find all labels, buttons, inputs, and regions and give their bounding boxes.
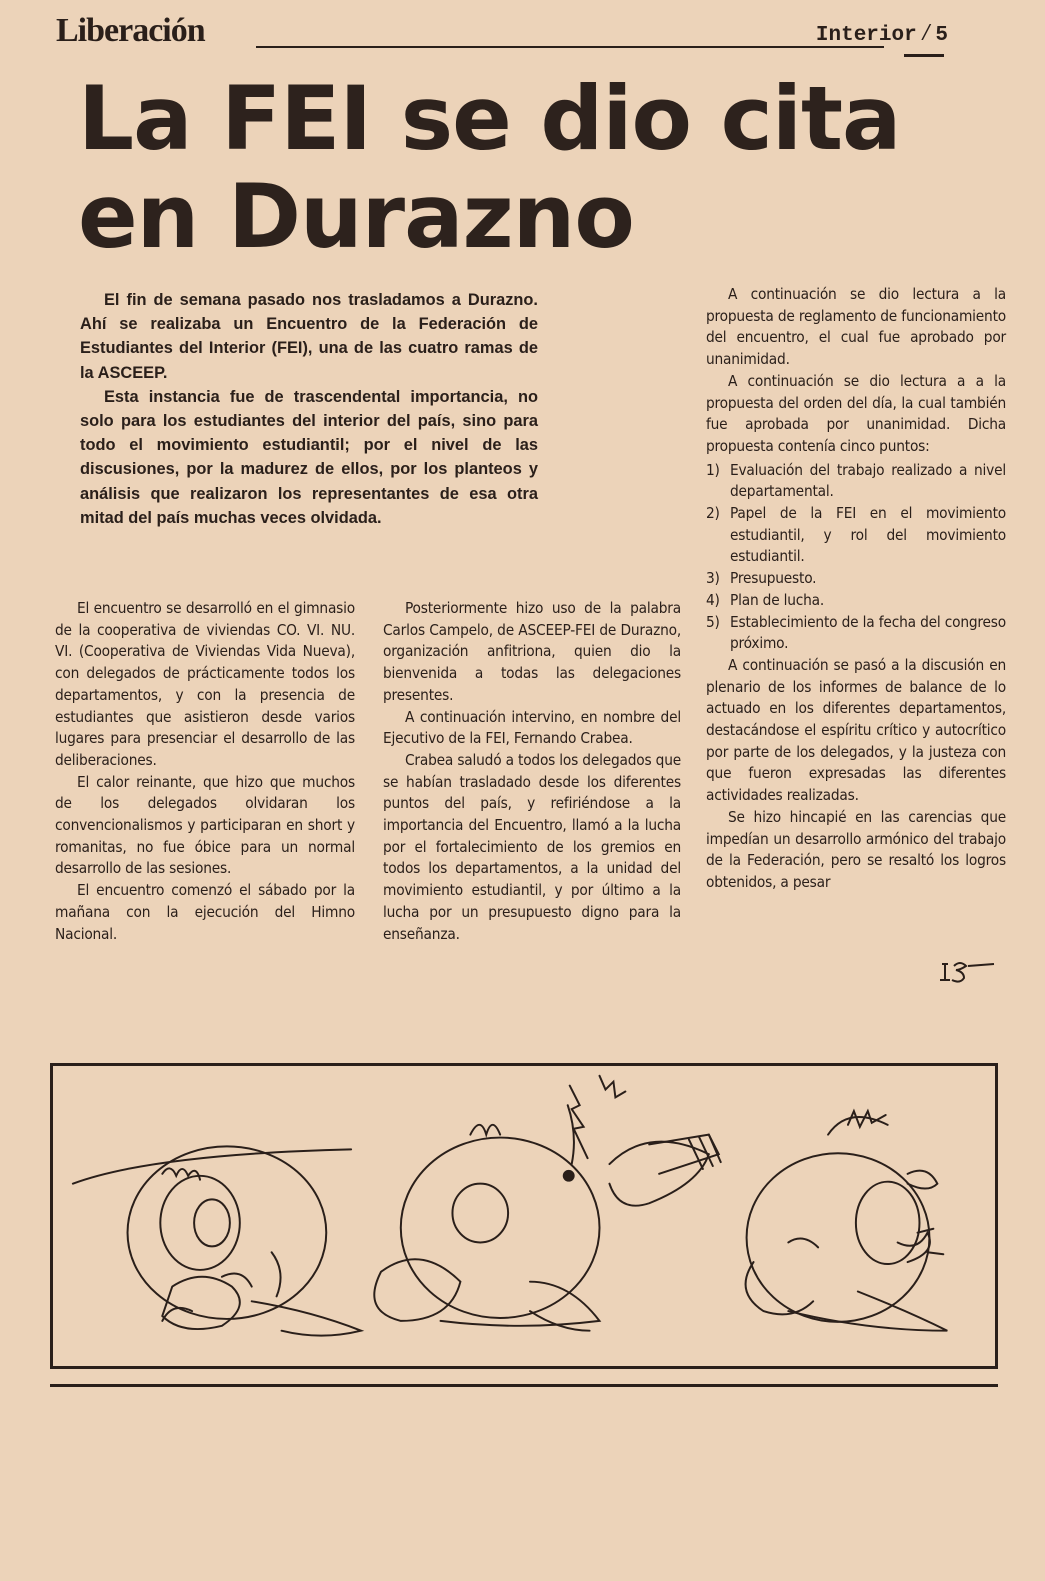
- author-signature: [938, 958, 998, 984]
- section-label: [816, 20, 948, 47]
- page-number-underline: [904, 54, 944, 57]
- comic-panel-2: [374, 1076, 720, 1331]
- body-paragraph: El calor reinante, que hizo que muchos de los delegados olvidaran los convencionalismos y participaran en short y romanitas, no fue óbice para un normal desarrollo de las sesiones.: [55, 772, 355, 878]
- headline-line-1: La FEI se dio cita: [78, 67, 901, 170]
- agenda-item: [706, 460, 1006, 503]
- agenda-item: [706, 503, 1006, 568]
- comic-strip: [50, 1063, 998, 1369]
- masthead: [56, 12, 1004, 52]
- body-paragraph: Se hizo hincapié en las carencias que impedían un desarrollo armónico del trabajo de la Federación, pero se resaltó los logros obtenidos, a pesar: [706, 807, 1006, 891]
- agenda-item: [706, 612, 1006, 655]
- agenda-item-text: Plan de lucha.: [730, 590, 825, 609]
- lead-paragraph: Esta instancia fue de trascendental importancia, no solo para los estudiantes del interior del país, sino para todo el movimiento estudiantil; por el nivel de las discusiones, por la madurez de ellos, por los planteos y análisis que realizaron los representantes de esa otra mitad del país muchas veces olvidada.: [80, 387, 538, 527]
- body-column-3: [706, 284, 1006, 894]
- lead-paragraph: El fin de semana pasado nos trasladamos a Durazno. Ahí se realizaba un Encuentro de la Federación de Estudiantes del Interior (FEI), una de las cuatro ramas de la ASCEEP.: [80, 291, 538, 382]
- publication-name: Liberación: [56, 12, 205, 49]
- agenda-item-text: Evaluación del trabajo realizado a nivel departamental.: [730, 460, 1006, 501]
- agenda-item-text: Papel de la FEI en el movimiento estudiantil, y rol del movimiento estudiantil.: [730, 504, 1006, 566]
- body-paragraph: A continuación se dio lectura a a la propuesta del orden del día, la cual también fue aprobada por unanimidad. Dicha propuesta contenía cinco puntos:: [706, 371, 1006, 455]
- agenda-list: [706, 460, 1006, 655]
- agenda-item-number: 1): [706, 460, 720, 479]
- agenda-item-text: Presupuesto.: [730, 569, 817, 588]
- agenda-item-number: 4): [706, 590, 720, 609]
- article-headline: [78, 67, 958, 268]
- body-column-2: [383, 598, 681, 945]
- masthead-rule: [256, 46, 884, 48]
- agenda-item-number: 5): [706, 612, 720, 631]
- agenda-item-number: 3): [706, 569, 720, 588]
- body-paragraph: El encuentro comenzó el sábado por la mañana con la ejecución del Himno Nacional.: [55, 881, 355, 943]
- section-name: Interior: [815, 24, 917, 47]
- comic-panel-3: [746, 1111, 948, 1331]
- agenda-item-number: 2): [706, 504, 720, 523]
- body-paragraph: A continuación intervino, en nombre del Ejecutivo de la FEI, Fernando Crabea.: [383, 707, 681, 748]
- agenda-item: [706, 590, 1006, 612]
- section-separator: /: [922, 20, 930, 46]
- comic-strip-drawing: [53, 1066, 995, 1366]
- body-paragraph: Crabea saludó a todos los delegados que se habían trasladado desde los diferentes puntos del país, y refiriéndose a la importancia del Encuentro, llamó a la lucha por el fortalecimiento de los gremios en todos los departamentos, a la unidad del movimiento estudiantil, y por último a la lucha por un presupuesto digno para la enseñanza.: [383, 750, 681, 943]
- body-column-1: [55, 598, 355, 945]
- body-paragraph: Posteriormente hizo uso de la palabra Carlos Campelo, de ASCEEP-FEI de Durazno, organización anfitriona, quien dio la bienvenida a todas las delegaciones presentes.: [383, 599, 681, 704]
- comic-panel-1: [73, 1146, 361, 1335]
- agenda-item: [706, 568, 1006, 590]
- body-paragraph: El encuentro se desarrolló en el gimnasio de la cooperativa de viviendas CO. VI. NU. VI. (Cooperativa de Viviendas Vida Nueva), con delegados de prácticamente todos los departamentos, y con la presencia de estudiantes que asistieron desde varios lugares para presenciar el desarrollo de las deliberaciones.: [55, 599, 355, 769]
- page-bottom-rule: [50, 1384, 998, 1387]
- body-paragraph: A continuación se pasó a la discusión en plenario de los informes de balance de lo actuado en los diferentes departamentos, destacándose el espíritu crítico y autocrítico por parte de los delegados, y la justeza con que fueron expresadas las diferentes actividades realizadas.: [706, 655, 1006, 805]
- page-number: 5: [935, 24, 948, 47]
- body-paragraph: A continuación se dio lectura a la propuesta de reglamento de funcionamiento del encuentro, el cual fue aprobado por unanimidad.: [706, 285, 1006, 369]
- agenda-item-text: Establecimiento de la fecha del congreso próximo.: [730, 612, 1006, 653]
- headline-line-2: en Durazno: [78, 165, 634, 268]
- article-lead: [80, 288, 538, 530]
